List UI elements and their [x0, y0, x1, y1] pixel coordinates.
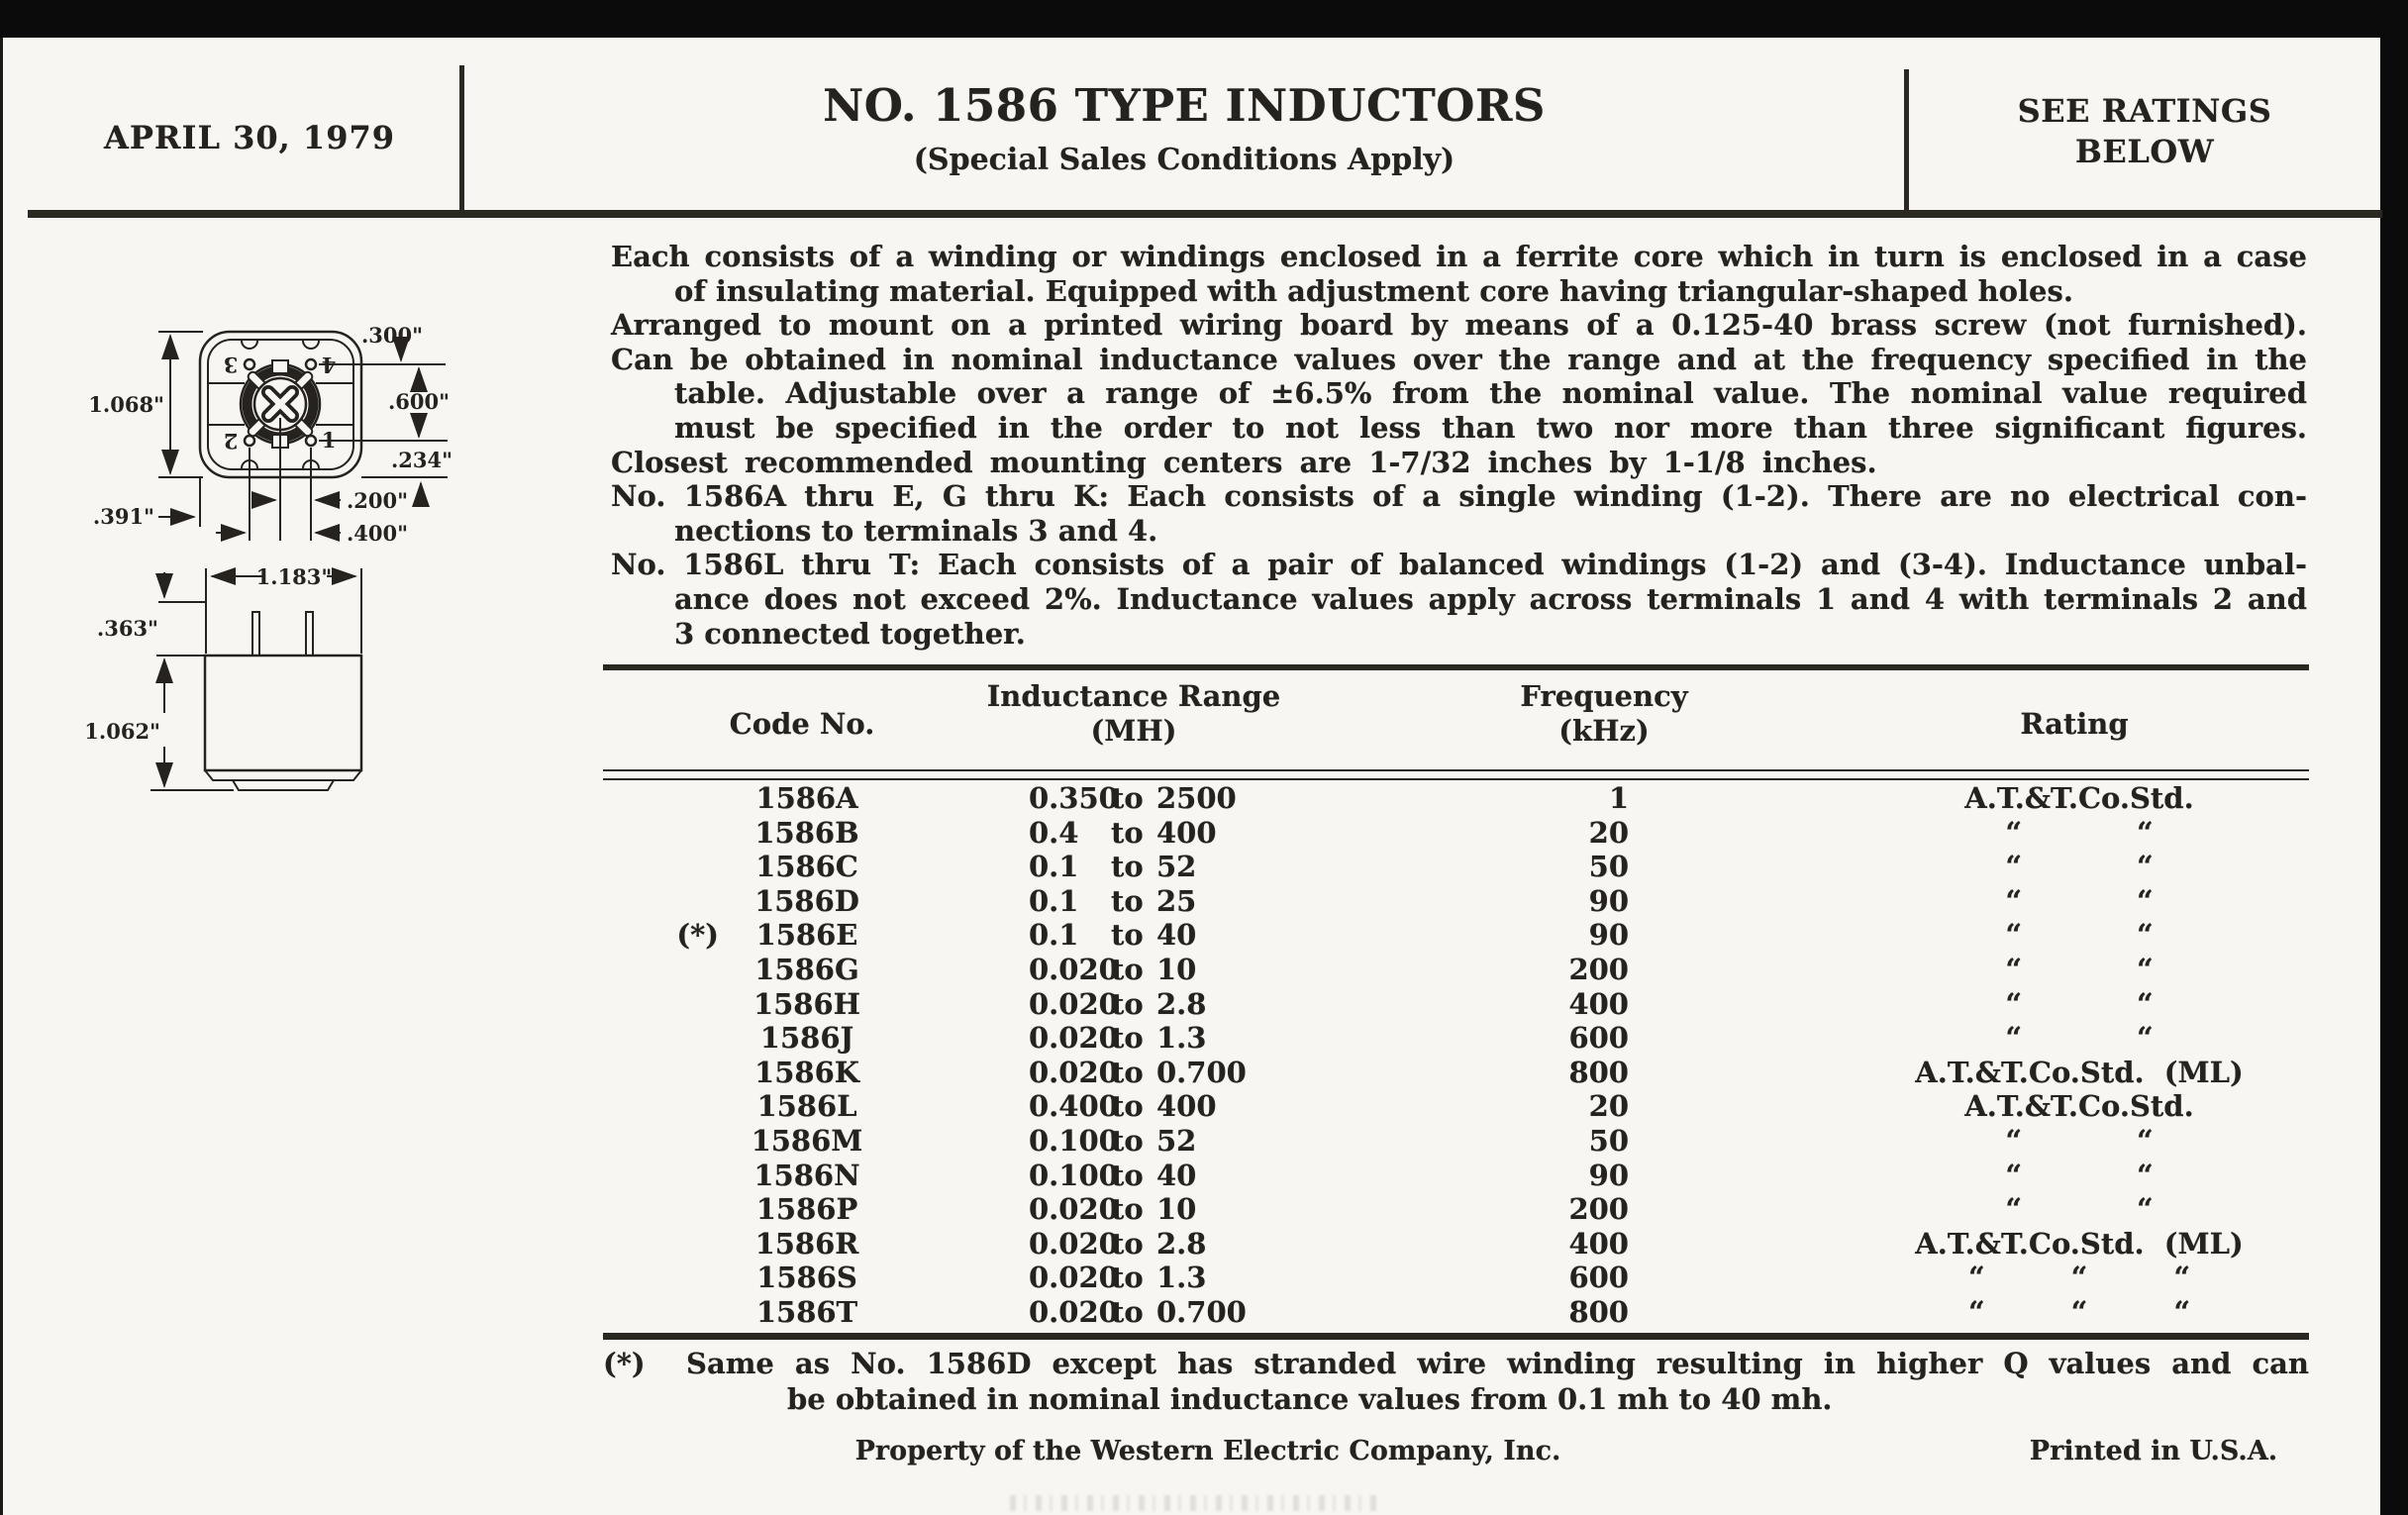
dim-label-400: .400": [347, 521, 409, 546]
dim-label-200: .200": [347, 488, 409, 513]
inductance-max-cell: 2.8: [1156, 986, 1207, 1021]
inductance-max-cell: 40: [1156, 1158, 1197, 1192]
terminal-pin: [306, 612, 313, 656]
description-line: Each consists of a winding or windings enclosed in a ferrite core which in turn is enclosed in a case: [611, 240, 2307, 273]
rating-cell: A.T.&T.Co.Std. (ML): [1915, 1055, 2244, 1089]
description-line: must be specified in the order to not less than two nor more than three significant figures.: [674, 410, 2307, 445]
table-row: [0, 781, 2408, 816]
inductance-to-cell: to: [1111, 952, 1144, 986]
table-row: [0, 987, 2408, 1022]
dim-label-391: .391": [92, 504, 154, 529]
inductance-to-cell: to: [1111, 1021, 1144, 1056]
inductance-min-cell: 0.1: [1029, 883, 1079, 918]
table-row: [0, 884, 2408, 919]
code-cell: 1586E: [755, 918, 858, 953]
rating-cell: A.T.&T.Co.Std.: [1964, 1089, 2194, 1124]
inductance-min-cell: 0.1: [1029, 918, 1079, 953]
frequency-cell: 50: [1588, 850, 1629, 884]
code-cell: 1586M: [751, 1123, 863, 1158]
terminal-pin: [252, 612, 259, 656]
code-cell: 1586B: [754, 815, 859, 850]
terminal-hole-3: [245, 359, 254, 369]
terminal-label-4: 4: [321, 353, 337, 377]
inductance-min-cell: 0.1: [1029, 850, 1079, 884]
code-cell: 1586R: [754, 1226, 859, 1261]
ratings-note: [1909, 91, 2380, 172]
table-row: [0, 953, 2408, 987]
inductance-to-cell: to: [1111, 850, 1144, 884]
inductance-max-cell: 52: [1156, 1123, 1197, 1158]
case-notch: [242, 341, 257, 349]
code-cell: 1586C: [755, 850, 858, 884]
code-cell: 1586L: [756, 1089, 857, 1124]
rating-cell: “ “: [2005, 815, 2154, 850]
inductance-max-cell: 0.700: [1156, 1055, 1247, 1089]
inductance-max-cell: 10: [1156, 1192, 1197, 1227]
core-key-top: [272, 360, 288, 373]
description-paragraphs: [611, 240, 2307, 651]
frequency-cell: 50: [1588, 1123, 1629, 1158]
description-line: Closest recommended mounting centers are 1-7/32 inches by 1-1/8 inches.: [611, 445, 1877, 479]
column-header-rating: Rating: [2020, 707, 2129, 741]
table-row: [0, 1227, 2408, 1262]
inductance-min-cell: 0.020: [1029, 1261, 1119, 1295]
description-line: nections to terminals 3 and 4.: [674, 513, 1158, 548]
rating-cell: “ “: [2005, 1192, 2154, 1227]
inductance-to-cell: to: [1111, 1158, 1144, 1192]
inductance-min-cell: 0.350: [1029, 781, 1119, 815]
code-cell: 1586G: [754, 952, 859, 986]
rating-cell: A.T.&T.Co.Std. (ML): [1915, 1226, 2244, 1261]
table-row: [0, 816, 2408, 851]
header-divider-left: [459, 65, 464, 212]
inductance-to-cell: to: [1111, 1192, 1144, 1227]
table-row: [0, 1021, 2408, 1056]
frequency-cell: 200: [1568, 952, 1629, 986]
table-row: [0, 850, 2408, 884]
table-row: [0, 1089, 2408, 1124]
frequency-cell: 90: [1588, 883, 1629, 918]
rating-cell: “ “: [2005, 952, 2154, 986]
bottom-stamp-artifact: [1010, 1495, 1376, 1511]
frequency-cell: 20: [1588, 1089, 1629, 1124]
frequency-cell: 600: [1568, 1021, 1629, 1056]
rating-cell: “ “ “: [1967, 1294, 2191, 1329]
page-subtitle: (Special Sales Conditions Apply): [913, 143, 1455, 177]
frequency-cell: 200: [1568, 1192, 1629, 1227]
inductance-to-cell: to: [1111, 1294, 1144, 1329]
code-prefix-cell: (*): [676, 918, 719, 953]
code-cell: 1586J: [759, 1021, 854, 1056]
terminal-hole-1: [306, 436, 316, 446]
inductance-to-cell: to: [1111, 883, 1144, 918]
terminal-hole-2: [245, 436, 254, 446]
dim-label-1183: 1.183": [255, 564, 333, 589]
description-line: No. 1586L thru T: Each consists of a pair of balanced windings (1-2) and (3-4). Inductance unbal-: [611, 548, 2307, 582]
table-rule-bottom: [603, 1333, 2309, 1340]
description-line: No. 1586A thru E, G thru K: Each consists of a single winding (1-2). There are no electrical con-: [611, 479, 2307, 514]
code-cell: 1586P: [755, 1192, 858, 1227]
inductance-min-cell: 0.020: [1029, 952, 1119, 986]
code-cell: 1586A: [755, 781, 858, 815]
footer-printed: Printed in U.S.A.: [2029, 1436, 2278, 1466]
inductance-max-cell: 400: [1156, 1089, 1217, 1124]
table-row: [0, 1261, 2408, 1295]
dim-label-300: .300": [360, 323, 424, 348]
code-cell: 1586S: [756, 1261, 857, 1295]
top-scan-bar: [0, 0, 2408, 38]
inductance-to-cell: to: [1111, 986, 1144, 1021]
inductance-min-cell: 0.020: [1029, 986, 1119, 1021]
description-line: Arranged to mount on a printed wiring board by means of a 0.125-40 brass screw (not furnished).: [611, 308, 2307, 343]
terminal-label-3: 3: [223, 353, 239, 377]
frequency-cell: 800: [1568, 1294, 1629, 1329]
frequency-cell: 1: [1608, 781, 1629, 815]
inductance-max-cell: 400: [1156, 815, 1217, 850]
inductance-min-cell: 0.400: [1029, 1089, 1119, 1124]
ratings-note-line1: SEE RATINGS: [2017, 92, 2272, 130]
inductance-max-cell: 0.700: [1156, 1294, 1247, 1329]
table-row: [0, 1124, 2408, 1159]
column-header-frequency-units: (kHz): [1558, 714, 1650, 748]
frequency-cell: 400: [1568, 986, 1629, 1021]
frequency-cell: 90: [1588, 918, 1629, 953]
description-line: of insulating material. Equipped with adjustment core having triangular-shaped holes.: [674, 273, 2073, 308]
table-rule-header: [603, 769, 2309, 780]
table-row: [0, 1192, 2408, 1227]
inductance-min-cell: 0.020: [1029, 1192, 1119, 1227]
inductor-body: [205, 656, 361, 770]
dim-label-234: .234": [390, 448, 453, 472]
inductance-to-cell: to: [1111, 815, 1144, 850]
inductance-to-cell: to: [1111, 1123, 1144, 1158]
table-row: [0, 918, 2408, 953]
page-title: NO. 1586 TYPE INDUCTORS: [823, 79, 1546, 132]
issue-date: APRIL 30, 1979: [104, 119, 395, 156]
description-line: ance does not exceed 2%. Inductance values apply across terminals 1 and 4 with terminals 2 and: [674, 581, 2307, 616]
dim-label-1068: 1.068": [88, 392, 164, 417]
frequency-cell: 20: [1588, 815, 1629, 850]
rating-cell: A.T.&T.Co.Std.: [1964, 781, 2194, 815]
table-row: [0, 1056, 2408, 1090]
dim-label-1062: 1.062": [84, 719, 160, 744]
inductance-max-cell: 25: [1156, 883, 1197, 918]
inductance-min-cell: 0.020: [1029, 1294, 1119, 1329]
header-rule: [28, 210, 2382, 218]
inductance-max-cell: 1.3: [1156, 1261, 1207, 1295]
terminal-label-2: 2: [223, 429, 239, 454]
case-notch: [303, 341, 319, 349]
frequency-cell: 400: [1568, 1226, 1629, 1261]
code-cell: 1586T: [755, 1294, 858, 1329]
inductance-min-cell: 0.020: [1029, 1021, 1119, 1056]
terminal-label-1: 1: [321, 428, 337, 453]
rating-cell: “ “: [2005, 883, 2154, 918]
table-row: [0, 1295, 2408, 1330]
inductance-min-cell: 0.100: [1029, 1158, 1119, 1192]
frequency-cell: 600: [1568, 1261, 1629, 1295]
rating-cell: “ “ “: [1967, 1261, 2191, 1295]
inductance-to-cell: to: [1111, 918, 1144, 953]
table-row: [0, 1159, 2408, 1193]
inductance-max-cell: 10: [1156, 952, 1197, 986]
column-header-frequency: Frequency: [1520, 679, 1688, 713]
footnote-line2: be obtained in nominal inductance values from 0.1 mh to 40 mh.: [787, 1382, 1833, 1416]
rating-cell: “ “: [2005, 850, 2154, 884]
description-line: Can be obtained in nominal inductance values over the range and at the frequency specified in the: [611, 342, 2307, 376]
footnote-marker: (*): [603, 1347, 646, 1380]
table-rule-top: [603, 664, 2309, 670]
inductance-max-cell: 1.3: [1156, 1021, 1207, 1056]
inductance-max-cell: 40: [1156, 918, 1197, 953]
inductance-to-cell: to: [1111, 1089, 1144, 1124]
rating-cell: “ “: [2005, 918, 2154, 953]
code-cell: 1586N: [753, 1158, 860, 1192]
dim-label-600: .600": [387, 389, 451, 414]
terminal-hole-4: [306, 359, 316, 369]
column-header-code: Code No.: [729, 707, 875, 741]
footnote-line1: Same as No. 1586D except has stranded wire winding resulting in higher Q values and can: [686, 1347, 2309, 1380]
inductance-min-cell: 0.4: [1029, 815, 1079, 850]
ratings-note-line2: BELOW: [2074, 133, 2215, 170]
inductance-min-cell: 0.020: [1029, 1226, 1119, 1261]
rating-cell: “ “: [2005, 1123, 2154, 1158]
rating-cell: “ “: [2005, 1021, 2154, 1056]
code-cell: 1586K: [754, 1055, 859, 1089]
footer-property: Property of the Western Electric Company, Inc.: [854, 1436, 1561, 1466]
inductance-max-cell: 2500: [1156, 781, 1237, 815]
rating-cell: “ “: [2005, 1158, 2154, 1192]
dim-label-363: .363": [96, 616, 158, 641]
inductance-to-cell: to: [1111, 1226, 1144, 1261]
inductance-to-cell: to: [1111, 1261, 1144, 1295]
column-header-range-units: (MH): [1090, 714, 1177, 748]
body-bevel: [205, 770, 361, 780]
inductance-max-cell: 52: [1156, 850, 1197, 884]
description-line: 3 connected together.: [674, 616, 1026, 651]
inductance-min-cell: 0.100: [1029, 1123, 1119, 1158]
table-body: [0, 781, 2408, 1330]
code-cell: 1586H: [752, 986, 861, 1021]
code-cell: 1586D: [754, 883, 859, 918]
inductance-to-cell: to: [1111, 781, 1144, 815]
rating-cell: “ “: [2005, 986, 2154, 1021]
inductance-min-cell: 0.020: [1029, 1055, 1119, 1089]
inductance-max-cell: 2.8: [1156, 1226, 1207, 1261]
column-header-range: Inductance Range: [986, 679, 1281, 713]
description-line: table. Adjustable over a range of ±6.5% from the nominal value. The nominal value required: [674, 376, 2307, 411]
frequency-cell: 800: [1568, 1055, 1629, 1089]
inductance-to-cell: to: [1111, 1055, 1144, 1089]
frequency-cell: 90: [1588, 1158, 1629, 1192]
